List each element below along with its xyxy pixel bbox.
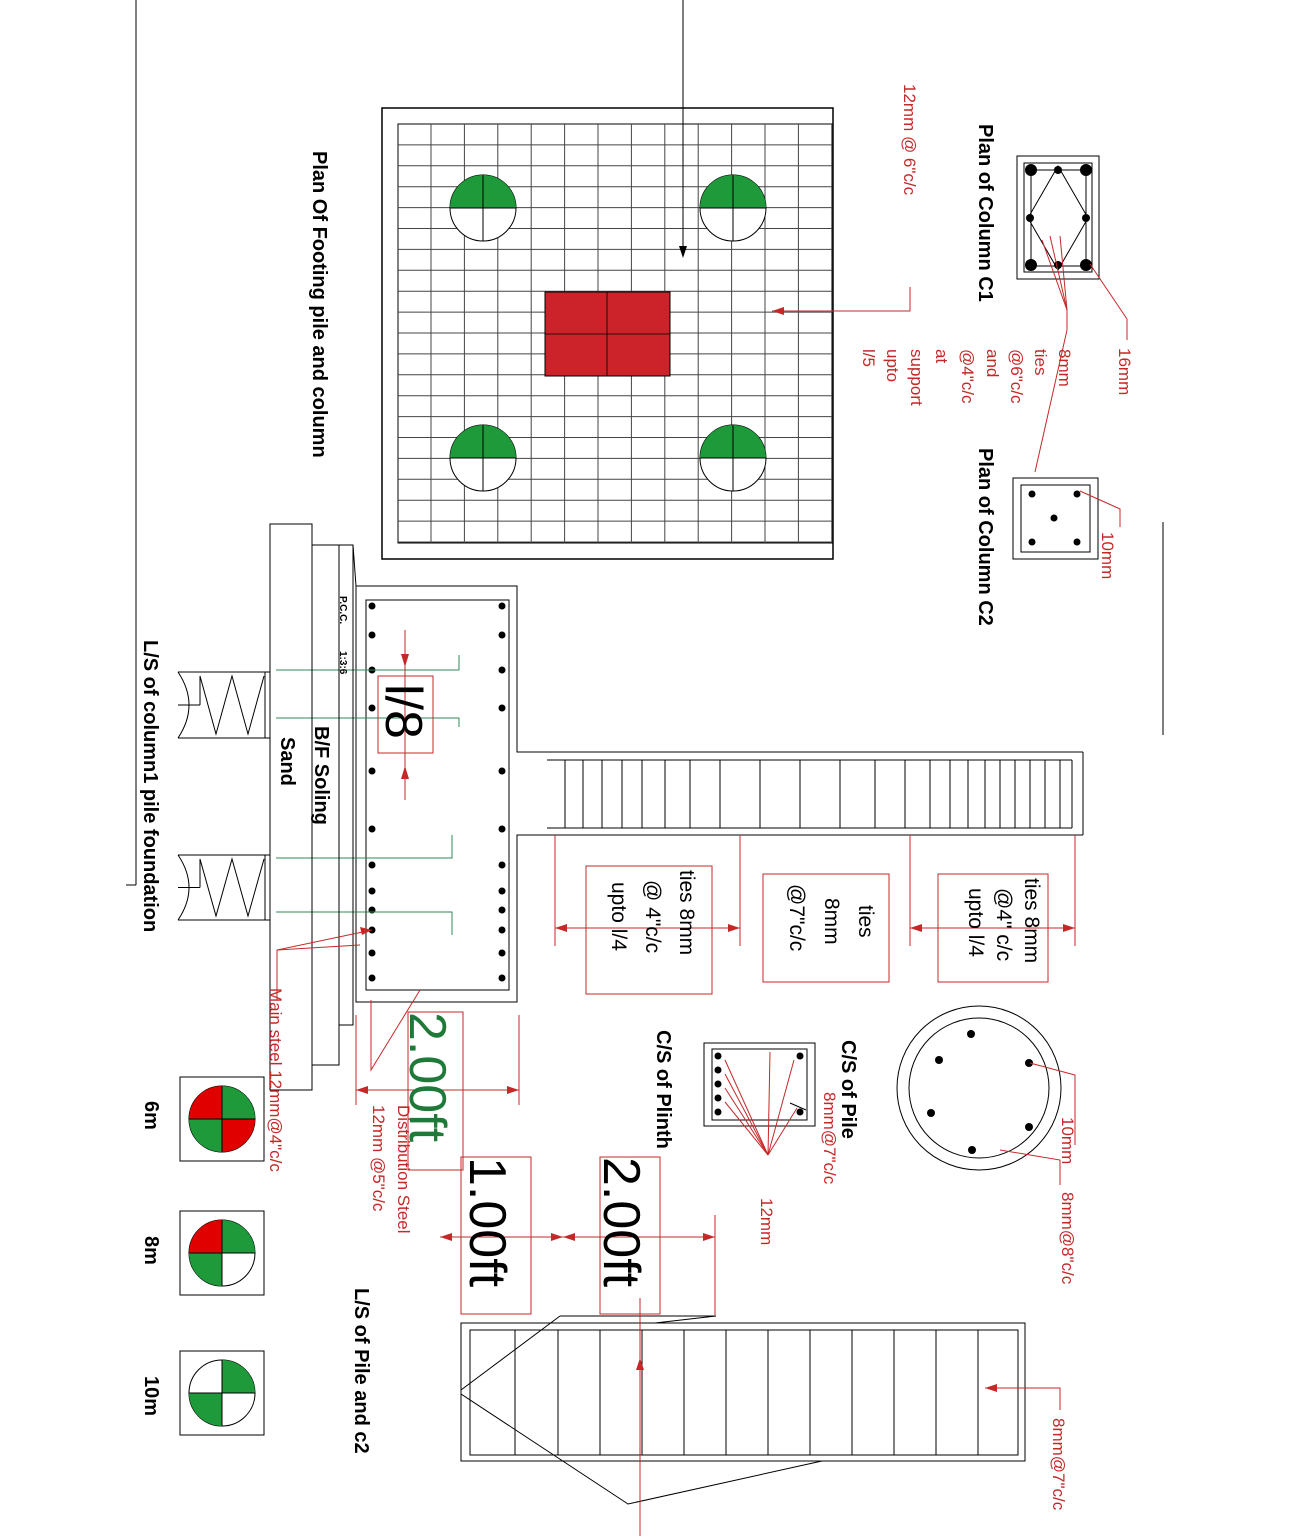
svg-text:@ 4"c/c: @ 4"c/c <box>641 880 664 954</box>
legend-symbol-10m <box>189 1360 255 1426</box>
column-ties <box>565 760 1060 828</box>
svg-text:@4"c/c: @4"c/c <box>958 349 977 404</box>
column-block <box>545 292 670 376</box>
l8-label: l/8 <box>374 684 432 739</box>
distribution-steel-label: Distribution Steel <box>394 1105 413 1234</box>
plinth-ties-label: 8mm@7"c/c <box>820 1092 839 1185</box>
svg-text:@6"c/c: @6"c/c <box>1007 349 1026 404</box>
svg-text:@4" c/c: @4" c/c <box>992 888 1015 962</box>
cs-pile <box>897 1006 1075 1185</box>
c2-main-bar-label: 10mm <box>1098 532 1117 580</box>
pile-spring <box>178 672 270 738</box>
column-c1-section <box>1017 156 1127 472</box>
svg-text:support: support <box>907 349 926 406</box>
c1-ties-label <box>859 349 1074 406</box>
svg-text:ties 8mm: ties 8mm <box>1020 878 1043 964</box>
svg-text:8mm: 8mm <box>820 898 843 945</box>
soling-label: B/F Soling <box>310 726 332 825</box>
cs-pile-title: C/S of Pile <box>837 1040 859 1139</box>
pile-cs-main-label: 10mm <box>1058 1117 1077 1165</box>
legend-label-8m: 8m <box>140 1236 162 1265</box>
svg-text:l/5: l/5 <box>859 349 878 367</box>
dim-2ft-green: 2.00ft <box>398 1012 456 1143</box>
pile-symbol <box>450 175 516 241</box>
ls-pile-c2 <box>461 1298 1060 1536</box>
pile-symbol <box>450 425 516 491</box>
legend-symbol-8m <box>189 1220 255 1286</box>
cs-plinth-title: C/S of Plinth <box>652 1030 674 1149</box>
dim-1ft: 1.00ft <box>458 1157 516 1288</box>
dim-2ft: 2.00ft <box>592 1157 650 1288</box>
sand-label: Sand <box>276 737 298 786</box>
svg-text:at: at <box>932 349 951 364</box>
main-steel-label: Main steel 12mm@4"c/c <box>266 988 285 1172</box>
svg-text:upto l/4: upto l/4 <box>964 888 987 957</box>
pcc-ratio-label: 1:3:6 <box>337 651 348 675</box>
svg-text:8mm: 8mm <box>1055 349 1074 387</box>
pile-symbol <box>700 175 766 241</box>
svg-text:ties: ties <box>854 905 877 938</box>
pile-springs <box>178 672 270 920</box>
pile-spring <box>178 855 270 920</box>
pile-ls-ties <box>515 1330 978 1455</box>
svg-text:@7"c/c: @7"c/c <box>785 884 808 952</box>
legend <box>180 1077 264 1435</box>
ls-pile-c2-title: L/S of Pile and c2 <box>350 1288 372 1454</box>
column-c2-title: Plan of Column C2 <box>974 448 996 626</box>
footing-steel-label: 12mm @ 6"c/c <box>900 84 919 196</box>
footing-bars <box>369 603 506 982</box>
ls-column-pile-title: L/S of column1 pile foundation <box>139 640 161 933</box>
cs-plinth <box>704 1043 815 1155</box>
svg-text:upto: upto <box>883 349 902 383</box>
footing-plan <box>382 0 910 559</box>
pile-ls-ties-label: 8mm@7"c/c <box>1049 1418 1068 1511</box>
legend-label-10m: 10m <box>140 1376 162 1417</box>
footing-plan-title: Plan Of Footing pile and column <box>308 151 330 458</box>
ties-bot-label <box>607 870 698 955</box>
svg-text:ties 8mm: ties 8mm <box>675 870 698 956</box>
pcc-label: P.C.C. <box>337 596 348 625</box>
svg-text:and: and <box>983 349 1002 378</box>
plinth-main-label: 12mm <box>757 1198 776 1246</box>
svg-text:ties: ties <box>1031 349 1050 376</box>
column-c1-title: Plan of Column C1 <box>974 124 996 302</box>
distribution-steel-size: 12mm @5"c/c <box>369 1105 388 1212</box>
pile-symbol <box>700 425 766 491</box>
ties-top-label <box>964 878 1043 963</box>
legend-label-6m: 6m <box>140 1101 162 1130</box>
pile-cs-ties-label: 8mm@8"c/c <box>1058 1192 1077 1285</box>
ties-mid-label <box>785 884 877 951</box>
c1-main-bar-label: 16mm <box>1115 348 1134 396</box>
svg-text:upto l/4: upto l/4 <box>607 882 630 951</box>
legend-symbol-6m <box>189 1086 255 1152</box>
